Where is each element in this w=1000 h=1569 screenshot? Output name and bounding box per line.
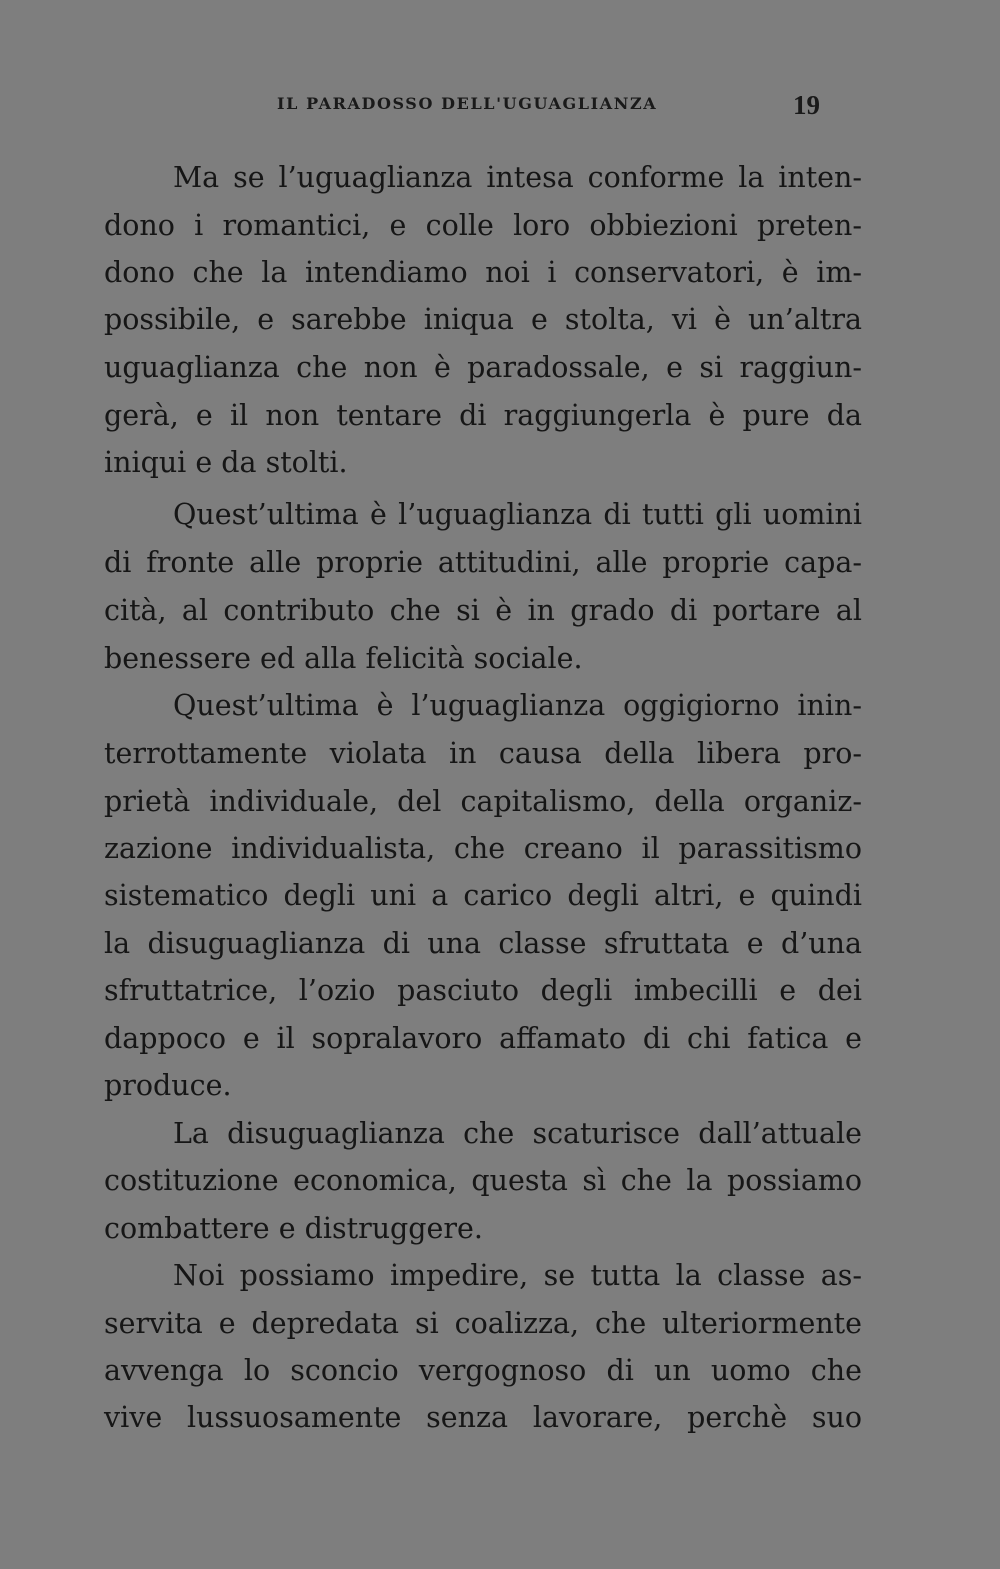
text-line: possibile, e sarebbe iniqua e stolta, vi è un’altra xyxy=(104,303,862,336)
text-line: sistematico degli uni a carico degli altri, e quindi xyxy=(104,879,862,912)
text-line: La disuguaglianza che scaturisce dall’attuale xyxy=(173,1117,862,1150)
text-line: uguaglianza che non è paradossale, e si raggiun- xyxy=(104,351,862,384)
text-line: di fronte alle proprie attitudini, alle proprie capa- xyxy=(104,546,862,579)
text-line: Quest’ultima è l’uguaglianza oggigiorno inin- xyxy=(173,689,862,722)
text-line: Ma se l’uguaglianza intesa conforme la inten- xyxy=(173,161,862,194)
text-line: benessere ed alla felicità sociale. xyxy=(104,642,583,675)
page-number: 19 xyxy=(793,90,820,120)
text-line: prietà individuale, del capitalismo, della organiz- xyxy=(104,785,862,818)
text-line: sfruttatrice, l’ozio pasciuto degli imbecilli e dei xyxy=(104,974,862,1007)
text-line: la disuguaglianza di una classe sfruttata e d’una xyxy=(104,927,862,960)
text-line: zazione individualista, che creano il parassitismo xyxy=(104,832,862,865)
text-line: dono i romantici, e colle loro obbiezioni preten- xyxy=(104,209,862,242)
text-line: produce. xyxy=(104,1069,232,1102)
running-head: IL PARADOSSO DELL'UGUAGLIANZA xyxy=(277,94,658,113)
text-line: dappoco e il sopralavoro affamato di chi fatica e xyxy=(104,1022,862,1055)
text-line: combattere e distruggere. xyxy=(104,1212,483,1245)
text-line: gerà, e il non tentare di raggiungerla è pure da xyxy=(104,399,862,432)
text-line: Quest’ultima è l’uguaglianza di tutti gli uomini xyxy=(173,498,862,531)
text-line: Noi possiamo impedire, se tutta la classe as- xyxy=(173,1259,862,1292)
text-line: vive lussuosamente senza lavorare, perchè suo xyxy=(104,1401,862,1434)
text-line: servita e depredata si coalizza, che ulteriormente xyxy=(104,1307,862,1340)
text-line: iniqui e da stolti. xyxy=(104,446,348,479)
text-line: avvenga lo sconcio vergognoso di un uomo che xyxy=(104,1354,862,1387)
text-line: cità, al contributo che si è in grado di portare al xyxy=(104,594,862,627)
text-line: dono che la intendiamo noi i conservatori, è im- xyxy=(104,256,862,289)
text-line: terrottamente violata in causa della libera pro- xyxy=(104,737,862,770)
text-line: costituzione economica, questa sì che la possiamo xyxy=(104,1164,862,1197)
